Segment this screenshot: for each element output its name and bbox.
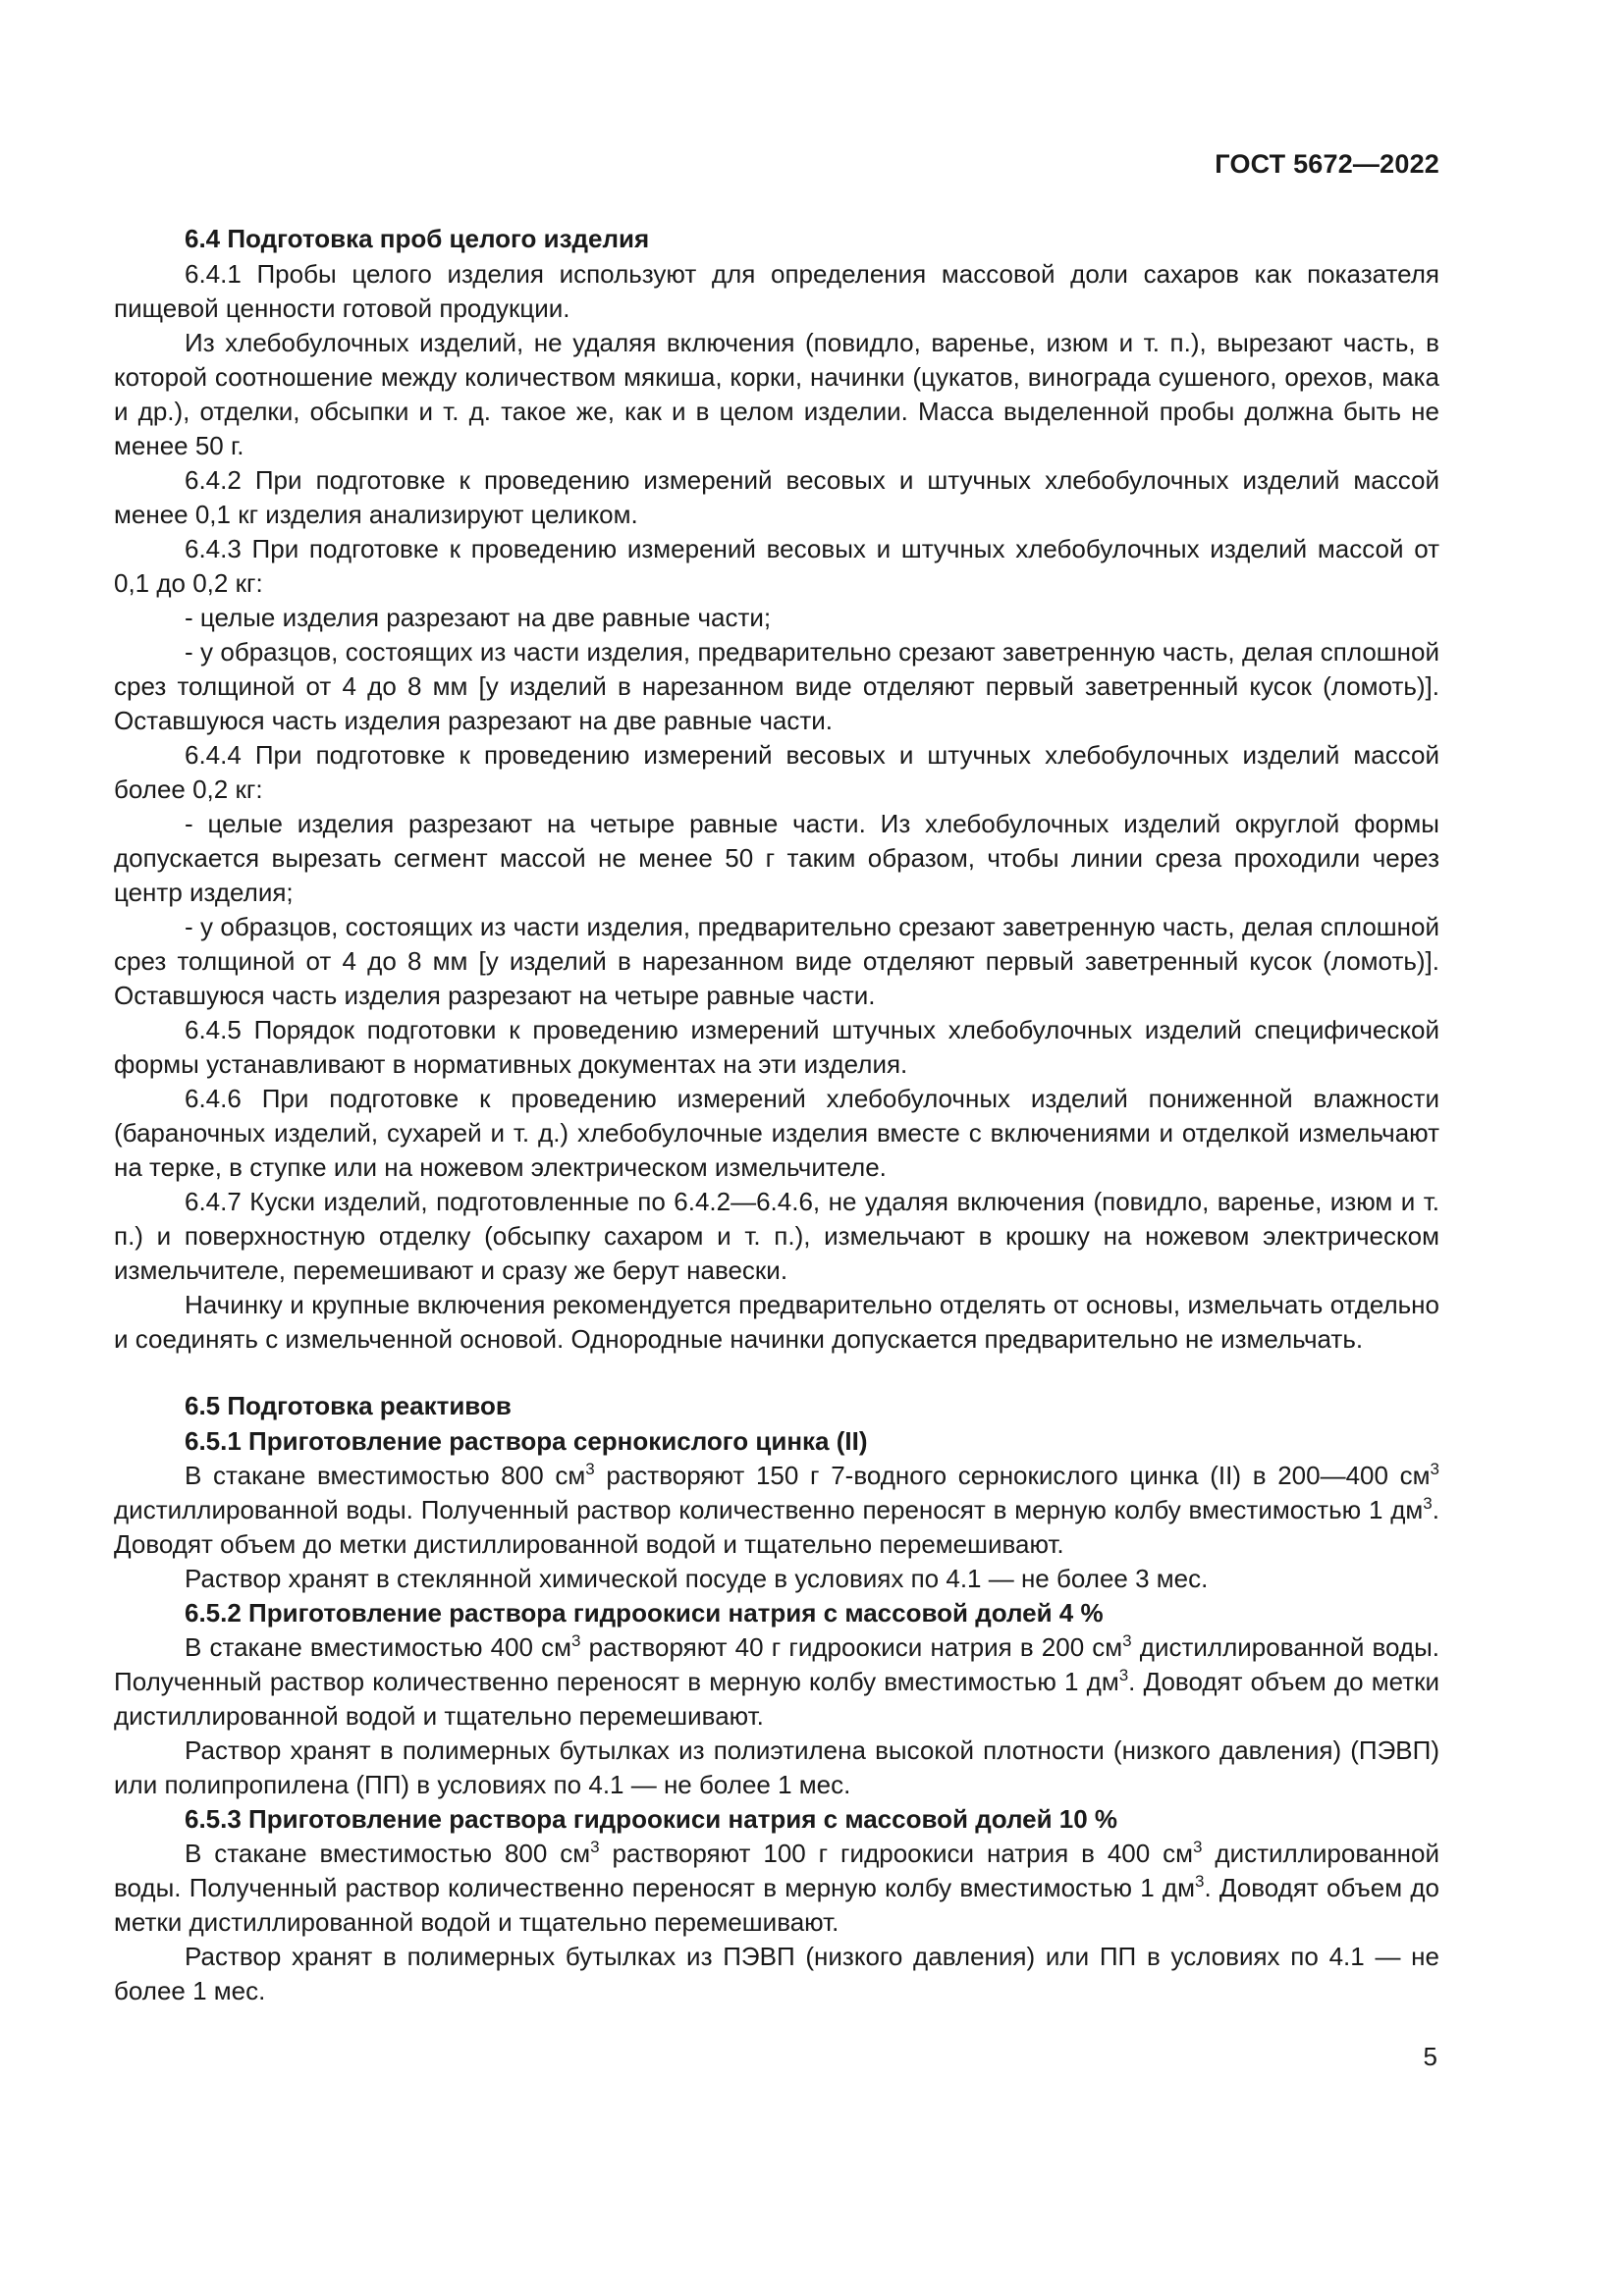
paragraph-6-5-2: В стакане вместимостью 400 $см^3$ растворяют 40 г гидроокиси натрия в 200 $см^3$ дистиллированной воды. Полученный раствор количественно переносят в мерную колбу вместимостью 1 $дм^3$. Доводят объем до метки дистиллированной водой и тщательно перемешивают. xyxy=(114,1631,1439,1731)
paragraph-6-4-7-b: Начинку и крупные включения рекомендуется предварительно отделять от основы, измельчать отдельно и соединять с измельченной основой. Однородные начинки допускается предварительно не измельчать. xyxy=(114,1290,1439,1354)
paragraph-6-4-4: 6.4.4 При подготовке к проведению измерений весовых и штучных хлебобулочных изделий массой более 0,2 кг: xyxy=(114,740,1439,804)
paragraph-6-4-1: 6.4.1 Пробы целого изделия используют для определения массовой доли сахаров как показателя пищевой ценности готовой продукции. xyxy=(114,259,1439,323)
paragraph-6-5-2-storage: Раствор хранят в полимерных бутылках из полиэтилена высокой плотности (низкого давления) (ПЭВП) или полипропилена (ПП) в условиях по 4.1 — не более 1 мес. xyxy=(114,1735,1439,1799)
paragraph-6-5-3: В стакане вместимостью 800 $см^3$ растворяют 100 г гидроокиси натрия в 400 $см^3$ дистиллированной воды. Полученный раствор количественно переносят в мерную колбу вместимостью 1 $дм^3$. Доводят объем до метки дистиллированной водой и тщательно перемешивают. xyxy=(114,1838,1439,1937)
section-6-5-2-title: 6.5.2 Приготовление раствора гидроокиси натрия с массовой долей 4 % xyxy=(185,1598,1104,1628)
list-item-6-4-3-a: - целые изделия разрезают на две равные части; xyxy=(185,603,772,632)
section-6-5-3-title: 6.5.3 Приготовление раствора гидроокиси натрия с массовой долей 10 % xyxy=(185,1804,1118,1834)
list-item-6-4-4-a: - целые изделия разрезают на четыре равные части. Из хлебобулочных изделий округлой формы допускается вырезать сегмент массой не менее 50 г таким образом, чтобы линии среза проходили через центр изделия; xyxy=(114,809,1439,907)
section-6-4-title: 6.4 Подготовка проб целого изделия xyxy=(185,224,650,253)
paragraph-6-4-2: 6.4.2 При подготовке к проведению измерений весовых и штучных хлебобулочных изделий массой менее 0,1 кг изделия анализируют целиком. xyxy=(114,465,1439,529)
paragraph-6-5-1: В стакане вместимостью 800 $см^3$ растворяют 150 г 7-водного сернокислого цинка (II) в 200—400 $см^3$ дистиллированной воды. Полученный раствор количественно переносят в мерную колбу вместимостью 1 $дм^3$. Доводят объем до метки дистиллированной водой и тщательно перемешивают. xyxy=(114,1460,1440,1559)
list-item-6-4-4-b: - у образцов, состоящих из части изделия, предварительно срезают заветренную часть, делая сплошной срез толщиной от 4 до 8 мм [у изделий в нарезанном виде отделяют первый заветренный кусок (ломоть)]. Оставшуюся часть изделия разрезают на четыре равные части. xyxy=(114,912,1439,1010)
paragraph-6-4-6: 6.4.6 При подготовке к проведению измерений хлебобулочных изделий пониженной влажности (бараночных изделий, сухарей и т. д.) хлебобулочные изделия вместе с включениями и отделкой измельчают на терке, в ступке или на ножевом электрическом измельчителе. xyxy=(114,1084,1439,1182)
paragraph-6-5-1-storage: Раствор хранят в стеклянной химической посуде в условиях по 4.1 — не более 3 мес. xyxy=(185,1564,1209,1593)
paragraph-6-5-3-storage: Раствор хранят в полимерных бутылках из ПЭВП (низкого давления) или ПП в условиях по 4.1 — не более 1 мес. xyxy=(114,1942,1439,2005)
section-6-5-title: 6.5 Подготовка реактивов xyxy=(185,1391,512,1420)
document-code: ГОСТ 5672—2022 xyxy=(1215,149,1439,179)
paragraph-6-4-3: 6.4.3 При подготовке к проведению измерений весовых и штучных хлебобулочных изделий массой от 0,1 до 0,2 кг: xyxy=(114,534,1439,598)
section-6-5-1-title: 6.5.1 Приготовление раствора сернокислого цинка (II) xyxy=(185,1426,868,1456)
page-content xyxy=(114,222,1439,2008)
paragraph-6-4-5: 6.4.5 Порядок подготовки к проведению измерений штучных хлебобулочных изделий специфической формы устанавливают в нормативных документах на эти изделия. xyxy=(114,1015,1439,1079)
list-item-6-4-3-b: - у образцов, состоящих из части изделия, предварительно срезают заветренную часть, делая сплошной срез толщиной от 4 до 8 мм [у изделий в нарезанном виде отделяют первый заветренный кусок (ломоть)]. Оставшуюся часть изделия разрезают на две равные части. xyxy=(114,637,1439,735)
paragraph-6-4-1-b: Из хлебобулочных изделий, не удаляя включения (повидло, варенье, изюм и т. п.), вырезают часть, в которой соотношение между количеством мякиша, корки, начинки (цукатов, винограда сушеного, орехов, мака и др.), отделки, обсыпки и т. д. такое же, как и в целом изделии. Масса выделенной пробы должна быть не менее 50 г. xyxy=(114,328,1439,460)
paragraph-6-4-7: 6.4.7 Куски изделий, подготовленные по 6.4.2—6.4.6, не удаляя включения (повидло, варенье, изюм и т. п.) и поверхностную отделку (обсыпку сахаром и т. п.), измельчают в крошку на ножевом электрическом измельчителе, перемешивают и сразу же берут навески. xyxy=(114,1187,1439,1285)
page-number: 5 xyxy=(1423,2042,1437,2071)
